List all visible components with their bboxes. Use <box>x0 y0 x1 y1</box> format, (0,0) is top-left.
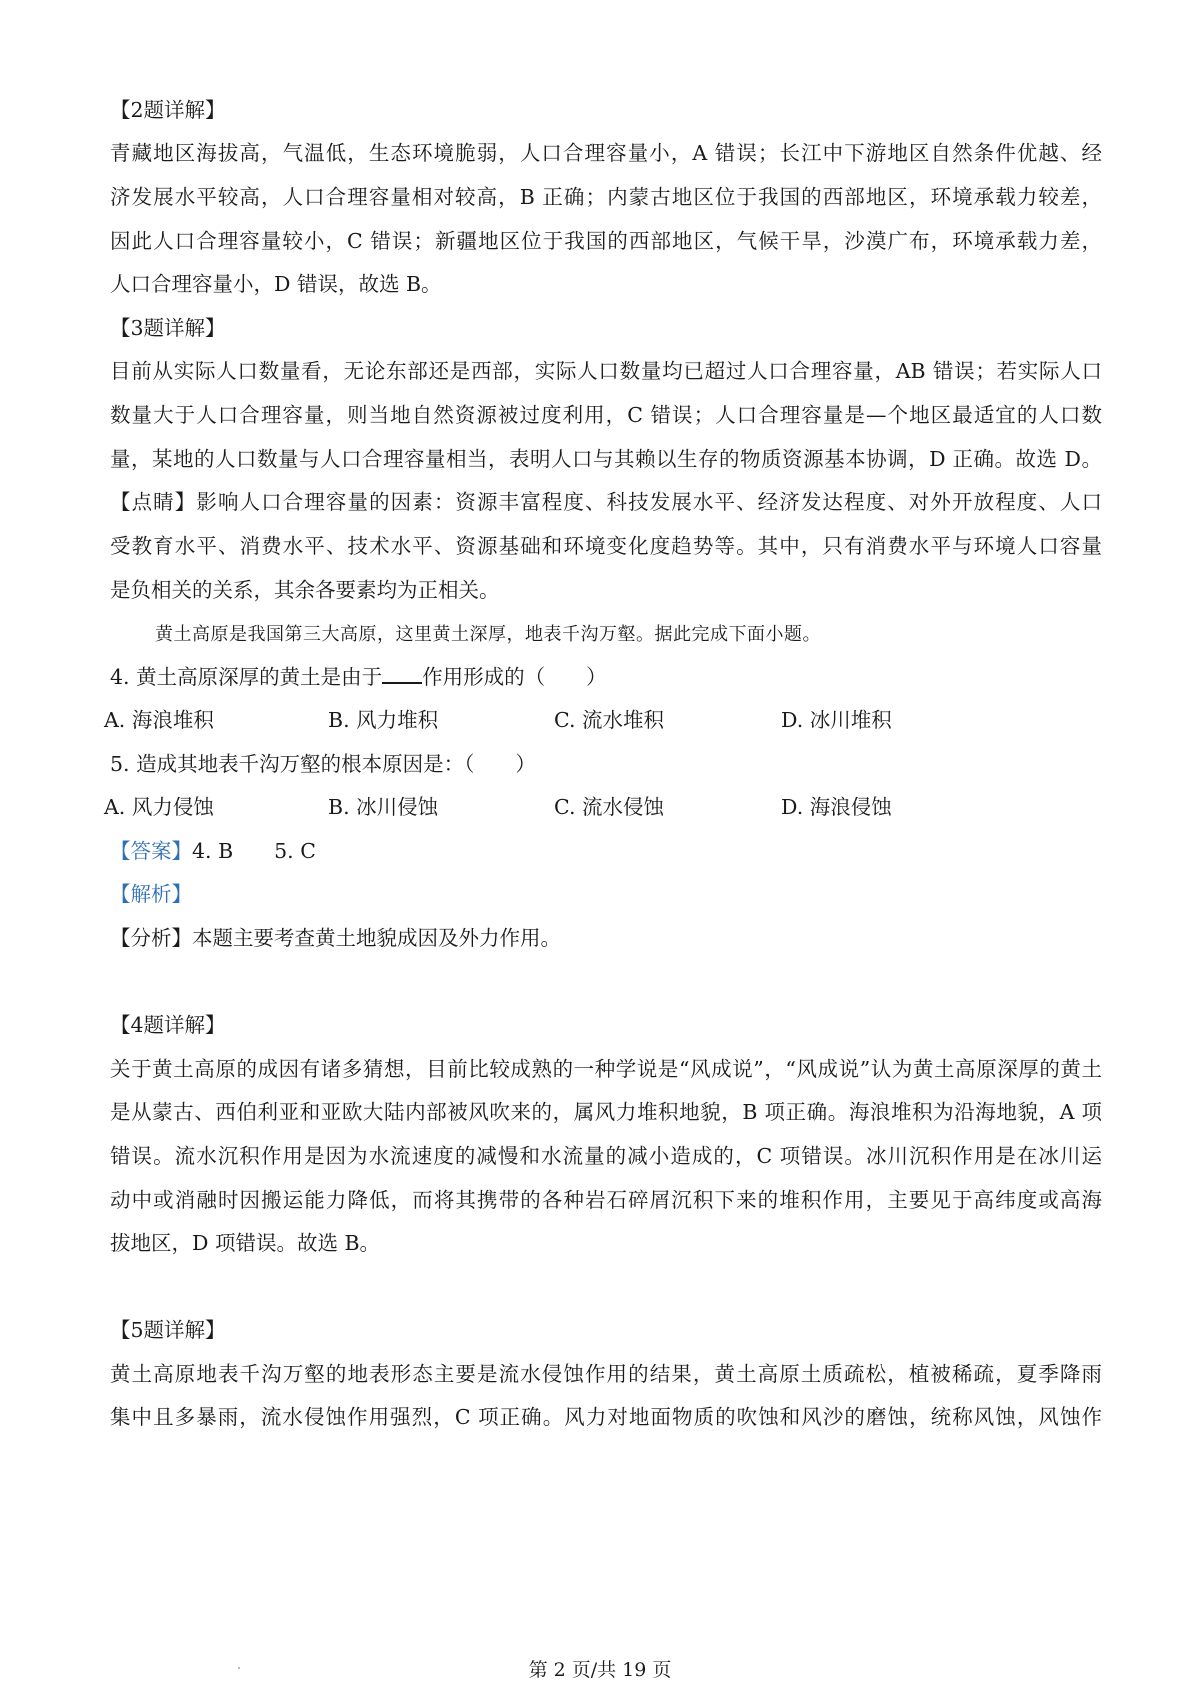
q3-heading: 【3题详解】 <box>110 316 226 340</box>
answer-text: 4. B 5. C <box>192 839 316 863</box>
q4-stem-end: 作用形成的（ ） <box>422 665 607 689</box>
q4-option-d: D. 冰川堆积 <box>781 708 892 732</box>
dianjing-line: 是负相关的关系，其余各要素均为正相关。 <box>110 578 500 602</box>
page-footer: 第 2 页/共 19 页 <box>528 1659 672 1681</box>
q2-heading: 【2题详解】 <box>110 98 226 122</box>
q5-option-d: D. 海浪侵蚀 <box>781 795 892 819</box>
q2-line: 因此人口合理容量较小，C 错误；新疆地区位于我国的西部地区，气候干旱，沙漠广布，环境承载力差， <box>110 229 1102 253</box>
q5-line: 集中且多暴雨，流水侵蚀作用强烈，C 项正确。风力对地面物质的吹蚀和风沙的磨蚀，统称风蚀，风蚀作 <box>110 1405 1102 1429</box>
q2-line: 人口合理容量小，D 错误，故选 B。 <box>110 272 442 296</box>
answer-blank <box>382 664 422 684</box>
dianjing-line: 受教育水平、消费水平、技术水平、资源基础和环境变化度趋势等。其中，只有消费水平与环境人口容量 <box>110 534 1102 558</box>
dianjing-line: 【点睛】影响人口合理容量的因素：资源丰富程度、科技发展水平、经济发达程度、对外开放程度、人口 <box>110 490 1102 514</box>
fenxi-line: 【分析】本题主要考查黄土地貌成因及外力作用。 <box>110 926 561 950</box>
q3-line: 目前从实际人口数量看，无论东部还是西部，实际人口数量均已超过人口合理容量，AB 错误；若实际人口 <box>110 359 1102 383</box>
q4-line: 拔地区，D 项错误。故选 B。 <box>110 1231 381 1255</box>
answer-label: 【答案】 <box>110 839 192 863</box>
q3-line: 量，某地的人口数量与人口合理容量相当，表明人口与其赖以生存的物质资源基本协调，D 正确。故选 D。 <box>110 447 1102 471</box>
q2-line: 济发展水平较高，人口合理容量相对较高，B 正确；内蒙古地区位于我国的西部地区，环境承载力较差， <box>110 185 1102 209</box>
q2-line: 青藏地区海拔高，气温低，生态环境脆弱，人口合理容量小，A 错误；长江中下游地区自然条件优越、经 <box>110 141 1102 165</box>
q4-stem-start: 4. 黄土高原深厚的黄土是由于 <box>110 665 383 689</box>
q5-option-b: B. 冰川侵蚀 <box>328 795 439 819</box>
q5-heading: 【5题详解】 <box>110 1318 226 1342</box>
q4-line: 动中或消融时因搬运能力降低，而将其携带的各种岩石碎屑沉积下来的堆积作用，主要见于高纬度或高海 <box>110 1188 1102 1212</box>
q4-line: 错误。流水沉积作用是因为水流速度的减慢和水流量的减小造成的，C 项错误。冰川沉积作用是在冰川运 <box>110 1144 1102 1168</box>
q4-option-a: A. 海浪堆积 <box>104 708 214 732</box>
passage-intro: 黄土高原是我国第三大高原，这里黄土深厚，地表千沟万壑。据此完成下面小题。 <box>155 624 821 645</box>
q5-line: 黄土高原地表千沟万壑的地表形态主要是流水侵蚀作用的结果，黄土高原土质疏松，植被稀疏，夏季降雨 <box>110 1362 1102 1386</box>
q4-stem <box>110 663 607 691</box>
q5-option-c: C. 流水侵蚀 <box>554 795 664 819</box>
q5-option-a: A. 风力侵蚀 <box>104 795 214 819</box>
q3-line: 数量大于人口合理容量，则当地自然资源被过度利用，C 错误；人口合理容量是—个地区最适宜的人口数 <box>110 403 1102 427</box>
q4-option-b: B. 风力堆积 <box>328 708 439 732</box>
q4-line: 关于黄土高原的成因有诸多猜想，目前比较成熟的一种学说是“风成说”，“风成说”认为黄土高原深厚的黄土 <box>110 1057 1102 1081</box>
q4-option-c: C. 流水堆积 <box>554 708 664 732</box>
answer-line <box>110 837 316 865</box>
q4-heading: 【4题详解】 <box>110 1013 226 1037</box>
analysis-label: 【解析】 <box>110 882 192 906</box>
q5-stem: 5. 造成其地表千沟万壑的根本原因是：（ ） <box>110 752 536 776</box>
q4-line: 是从蒙古、西伯利亚和亚欧大陆内部被风吹来的，属风力堆积地貌，B 项正确。海浪堆积为沿海地貌，A 项 <box>110 1100 1102 1124</box>
